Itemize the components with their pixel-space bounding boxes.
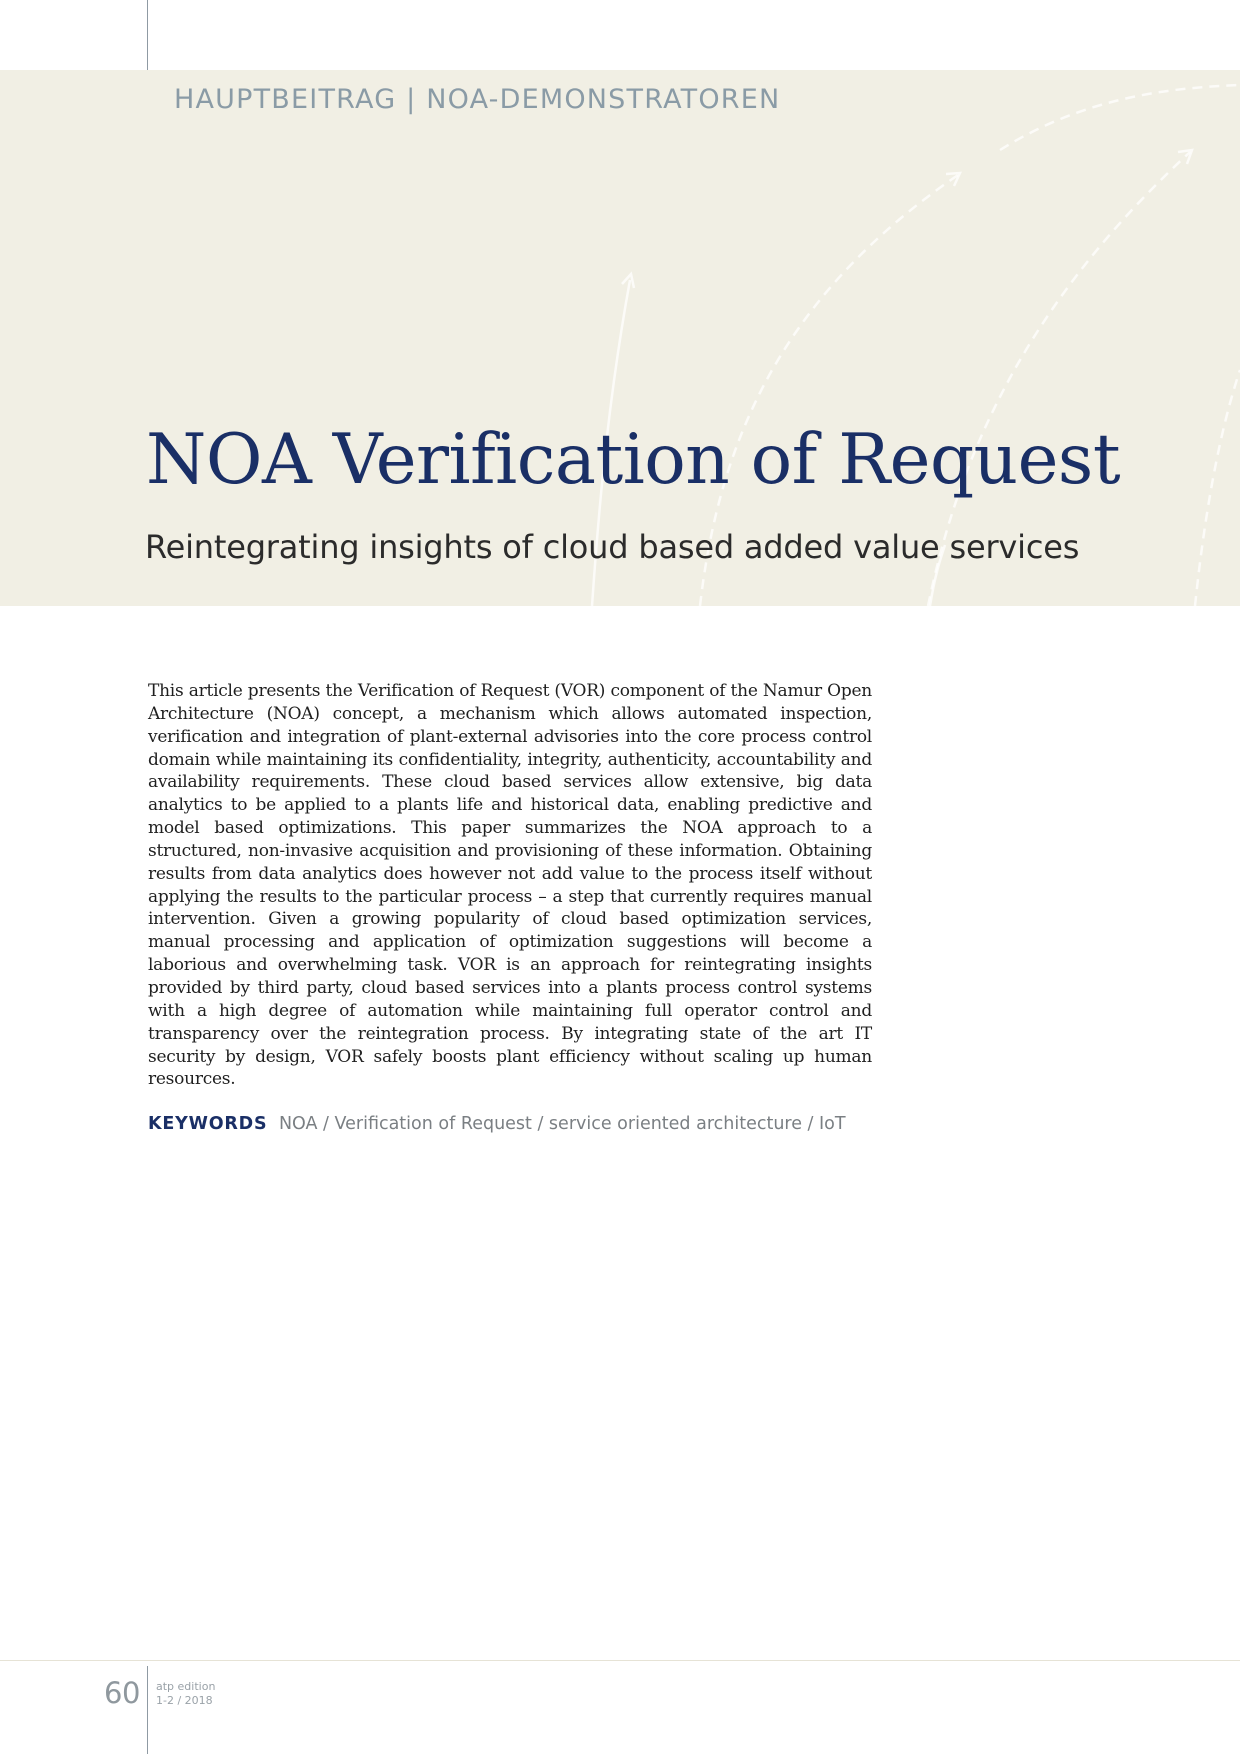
- deco-arc-far-right: [1195, 370, 1240, 606]
- keywords-label: KEYWORDS: [148, 1114, 268, 1134]
- journal-name: atp edition: [156, 1680, 216, 1693]
- deco-arc-top: [1000, 85, 1240, 150]
- keywords-line: [148, 1114, 846, 1134]
- bottom-vertical-rule: [147, 1666, 148, 1754]
- keywords-list: NOA / Verification of Request / service oriented architecture / IoT: [278, 1114, 846, 1134]
- section-label: HAUPTBEITRAG | NOA-DEMONSTRATOREN: [174, 84, 781, 115]
- page-subtitle: Reintegrating insights of cloud based added value services: [145, 528, 1080, 566]
- page-number: 60: [104, 1676, 140, 1710]
- decorative-arrows: [0, 70, 1240, 606]
- footer-rule: [0, 1660, 1240, 1661]
- header-band: [0, 70, 1240, 606]
- page-title: NOA Verification of Request: [146, 420, 1121, 500]
- journal-issue: 1-2 / 2018: [156, 1694, 213, 1707]
- abstract-text: This article presents the Verification of Request (VOR) component of the Namur Open Architecture (NOA) concept, a mechanism which allows automated inspection, verification and integration of plant-external advisories into the core process control domain while maintaining its confidentiality, integrity, authenticity, accountability and availability requirements. These cloud based services allow extensive, big data analytics to be applied to a plants life and historical data, enabling predictive and model based optimizations. This paper summarizes the NOA approach to a structured, non-invasive acquisition and provisioning of these information. Obtaining results from data analytics does however not add value to the process itself without applying the results to the particular process – a step that currently requires manual intervention. Given a growing popularity of cloud based optimization services, manual processing and application of optimization suggestions will become a laborious and overwhelming task. VOR is an approach for reintegrating insights provided by third party, cloud based services into a plants process control systems with a high degree of automation while maintaining full operator control and transparency over the reintegration process. By integrating state of the art IT security by design, VOR safely boosts plant efficiency without scaling up human resources.: [148, 681, 872, 1090]
- journal-info: [156, 1680, 215, 1708]
